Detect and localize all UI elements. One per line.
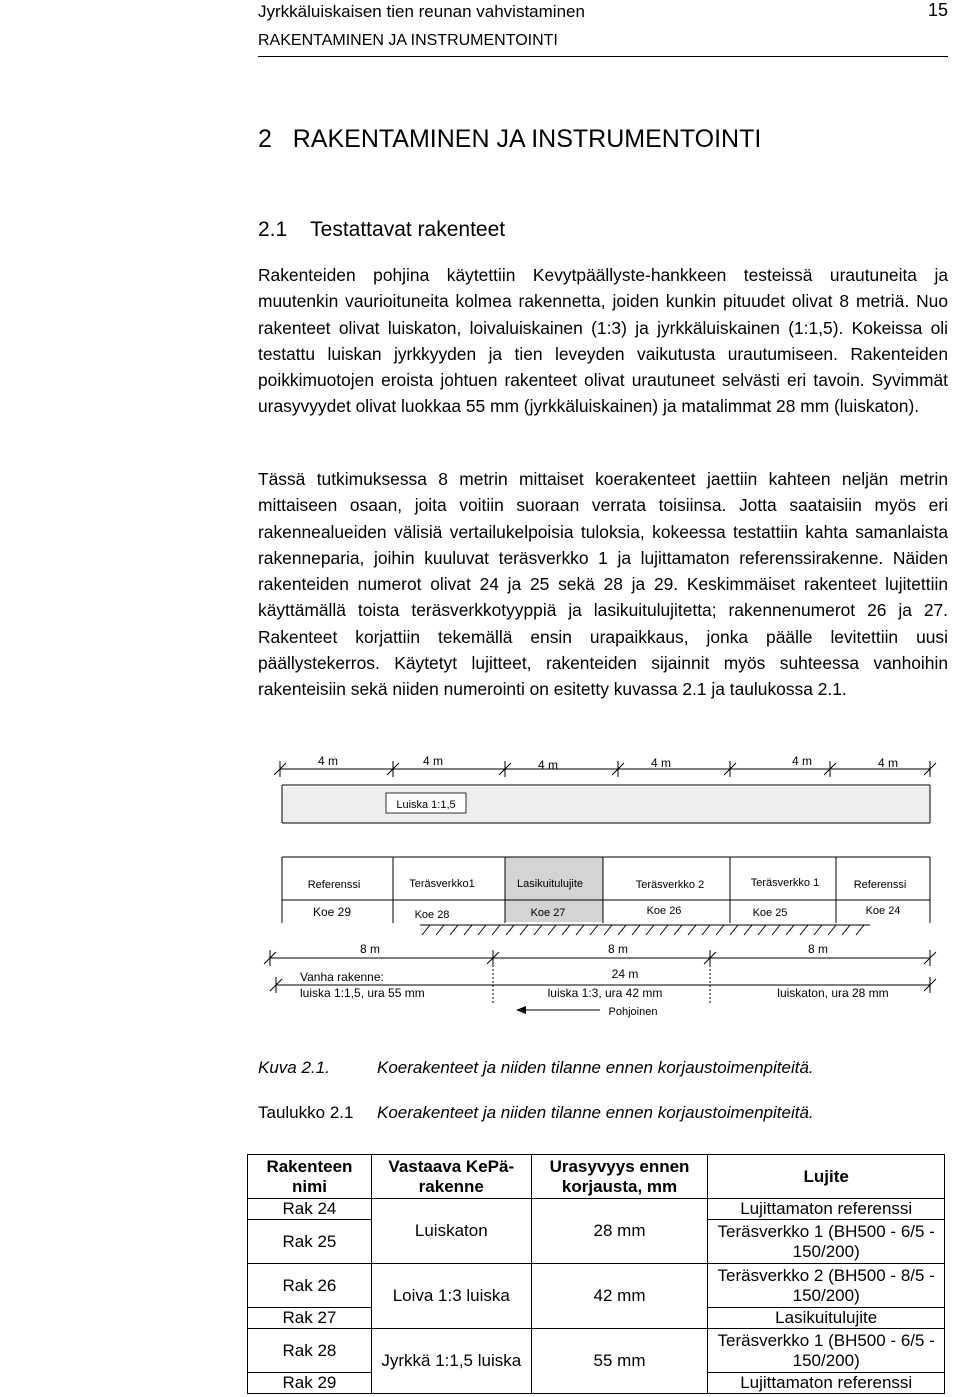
reinforcement-label: Teräsverkko1 bbox=[409, 878, 475, 890]
middle-structure-label: luiska 1:3, ura 42 mm bbox=[547, 986, 663, 1000]
table-cell: Lasikuitulujite bbox=[708, 1308, 945, 1329]
header-cell: Lujite bbox=[708, 1155, 945, 1199]
table-cell: Jyrkkä 1:1,5 luiska bbox=[371, 1329, 531, 1394]
table-cell: Rak 29 bbox=[248, 1373, 372, 1394]
table-cell: Lujittamaton referenssi bbox=[708, 1199, 945, 1220]
results-table bbox=[247, 1154, 945, 1394]
table-cell: Rak 28 bbox=[248, 1329, 372, 1373]
table-cell: 42 mm bbox=[531, 1264, 708, 1329]
figure-caption-label: Kuva 2.1. bbox=[258, 1058, 330, 1077]
table-cell: Lujittamaton referenssi bbox=[708, 1373, 945, 1394]
table-cell: 55 mm bbox=[531, 1329, 708, 1394]
total-length-label: 24 m bbox=[611, 967, 639, 981]
structure-dividers bbox=[282, 857, 930, 923]
dim-label: 4 m bbox=[422, 754, 444, 768]
page-number: 15 bbox=[928, 0, 949, 20]
dim-label: 4 m bbox=[317, 754, 339, 768]
dim-label: 4 m bbox=[537, 758, 559, 772]
section-dim-label: 8 m bbox=[607, 942, 629, 956]
paragraph-1: Rakenteiden pohjina käytettiin Kevytpäällyste-hankkeen testeissä urautuneita ja muutenkin vaurioituneita kolmea rakennetta, joiden kunkin pituudet olivat 8 metriä. Nuo rakenteet olivat luiskaton, loivaluiskainen (1:3) ja jyrkkäluiskainen (1:1,5). Kokeissa oli testattu luiskan jyrkkyyden ja tien leveyden vaikutusta urautumiseen. Rakenteiden poikkimuotojen eroista johtuen rakenteet olivat urautuneet selvästi eri tavoin. Syvimmät urasyvyydet olivat luokkaa 55 mm (jyrkkäluiskainen) ja matalimmat 28 mm (luiskaton). bbox=[258, 265, 948, 417]
reinforcement-label: Referenssi bbox=[853, 879, 907, 891]
header-cell: Vastaava KePä-rakenne bbox=[371, 1155, 531, 1199]
paragraph-2: Tässä tutkimuksessa 8 metrin mittaiset koerakenteet jaettiin kahteen neljän metrin mittaiseen osaan, joita voitiin suoraan verrata toisiinsa. Jotta saataisiin myös eri rakennealueiden välisiä vertailukelpoisia tuloksia, kokeessa testattiin kahta samanlaista rakenneparia, joihin kuuluvat teräsverkko 1 ja lujittamaton referenssirakenne. Näiden rakenteiden numerot olivat 24 ja 25 sekä 28 ja 29. Keskimmäiset rakenteet lujitettiin käyttämällä toista teräsverkkotyyppiä ja lasikuitulujitetta; rakennenumerot 26 ja 27. Rakenteet korjattiin tekemällä ensin urapaikkaus, jonka päälle levitettiin uusi päällystekerros. Käytetyt lujitteet, rakenteiden sijainnit myös suhteessa vanhoihin rakenteisiin sekä niiden numerointi on esitetty kuvassa 2.1 ja taulukossa 2.1. bbox=[258, 469, 948, 700]
table-cell: Rak 25 bbox=[248, 1220, 372, 1264]
header-rule bbox=[258, 56, 948, 57]
ground-hatching bbox=[422, 925, 864, 935]
reinforcement-label: Lasikuitulujite bbox=[516, 878, 584, 890]
section-dim-label: 8 m bbox=[807, 942, 829, 956]
section-dim-label: 8 m bbox=[359, 942, 381, 956]
dim-label: 4 m bbox=[877, 756, 899, 770]
right-structure-label: luiskaton, ura 28 mm bbox=[777, 986, 889, 1000]
table-cell: Rak 24 bbox=[248, 1199, 372, 1220]
table-cell: Teräsverkko 2 (BH500 - 8/5 - 150/200) bbox=[708, 1264, 945, 1308]
test-label: Koe 27 bbox=[530, 907, 566, 919]
test-label: Koe 28 bbox=[414, 909, 450, 921]
table-cell: Luiskaton bbox=[371, 1199, 531, 1264]
running-header-title: Jyrkkäluiskaisen tien reunan vahvistaminen bbox=[258, 2, 585, 21]
slope-band bbox=[282, 787, 930, 823]
test-label: Koe 25 bbox=[752, 907, 788, 919]
dim-label: 4 m bbox=[791, 754, 813, 768]
header-cell: Rakenteen nimi bbox=[248, 1155, 372, 1199]
reinforcement-label: Teräsverkko 1 bbox=[750, 877, 820, 889]
old-structure-detail: luiska 1:1,5, ura 55 mm bbox=[300, 986, 425, 1000]
old-structure-label: Vanha rakenne: bbox=[300, 970, 384, 984]
test-structure-figure bbox=[240, 745, 952, 1035]
table-cell: 28 mm bbox=[531, 1199, 708, 1264]
table-caption-label: Taulukko 2.1 bbox=[258, 1103, 354, 1122]
table-cell: Rak 26 bbox=[248, 1264, 372, 1308]
header-cell: Urasyvyys ennen korjausta, mm bbox=[531, 1155, 708, 1199]
test-label: Koe 24 bbox=[865, 905, 901, 917]
table-cell: Teräsverkko 1 (BH500 - 6/5 - 150/200) bbox=[708, 1220, 945, 1264]
dim-label: 4 m bbox=[650, 756, 672, 770]
table-cell: Rak 27 bbox=[248, 1308, 372, 1329]
running-header-subtitle: RAKENTAMINEN JA INSTRUMENTOINTI bbox=[258, 32, 558, 49]
figure-caption-text: Koerakenteet ja niiden tilanne ennen korjaustoimenpiteitä. bbox=[377, 1058, 814, 1077]
reinforcement-label: Referenssi bbox=[307, 879, 361, 891]
reinforcement-label: Teräsverkko 2 bbox=[635, 879, 705, 891]
table-caption-text: Koerakenteet ja niiden tilanne ennen korjaustoimenpiteitä. bbox=[377, 1103, 814, 1122]
table-cell: Loiva 1:3 luiska bbox=[371, 1264, 531, 1329]
slope-label: Luiska 1:1,5 bbox=[396, 799, 456, 811]
test-label: Koe 29 bbox=[312, 905, 352, 919]
chapter-heading: 2 RAKENTAMINEN JA INSTRUMENTOINTI bbox=[258, 125, 762, 153]
test-label: Koe 26 bbox=[646, 905, 682, 917]
north-label: Pohjoinen bbox=[608, 1006, 658, 1018]
section-heading: 2.1 Testattavat rakenteet bbox=[258, 218, 506, 241]
table-cell: Teräsverkko 1 (BH500 - 6/5 - 150/200) bbox=[708, 1329, 945, 1373]
